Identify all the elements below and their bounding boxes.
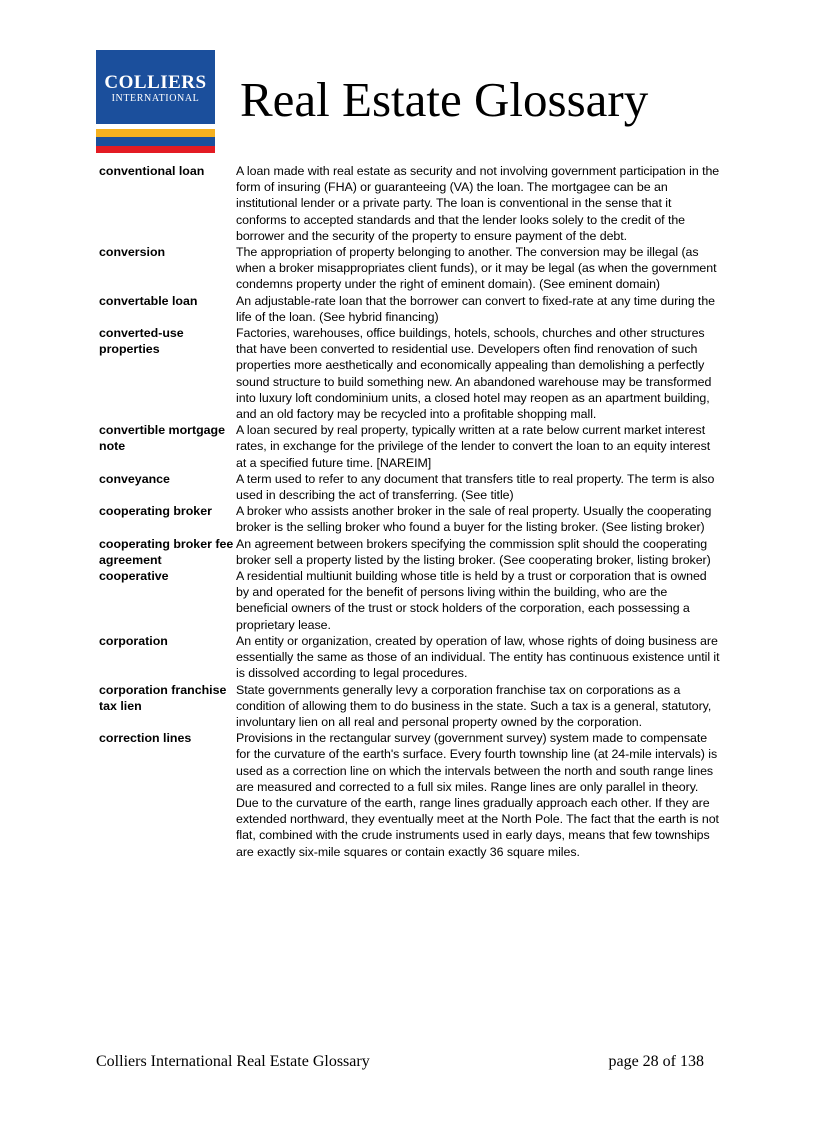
glossary-entry [99,536,721,568]
logo-stripe-blue [96,137,215,146]
footer-document-title: Colliers International Real Estate Glossary [96,1053,370,1070]
glossary-term: conventional loan [99,164,205,178]
glossary-term: cooperating broker fee agreement [99,536,234,567]
glossary-definition: A broker who assists another broker in the sale of real property. Usually the cooperating broker is the selling broker who found a buyer for the listing broker. (See listing broker) [236,504,712,535]
glossary-definition: Provisions in the rectangular survey (government survey) system made to compensate for the curvature of the earth's surface. Every fourth township line (at 24-mile intervals) is used as a correction line on which the intervals between the north and south range lines are measured and corrected to a full six miles. Range lines are only parallel in theory. Due to the curvature of the earth, range lines gradually approach each other. If they are extended northward, they eventually meet at the North Pole. The fact that the earth is not flat, combined with the crude instruments used in early days, means that few townships are exactly six-mile squares or contain exactly 36 square miles. [236,731,719,859]
glossary-term: conveyance [99,471,170,486]
glossary-term: corporation franchise tax lien [99,682,227,713]
glossary-entry [99,682,721,731]
glossary-definition: Factories, warehouses, office buildings, hotels, schools, churches and other structures that have been converted to residential use. Developers often find renovation of such properties more aesthetically and economically appealing than demolishing a perfectly sound structure to build something new. An abandoned warehouse may be transformed into luxury loft condominium units, a closed hotel may reopen as an apartment building, and an old factory may be recycled into a profitable shopping mall. [236,326,712,422]
glossary-definition: An agreement between brokers specifying the commission split should the cooperating broker sell a property listed by the listing broker. (See cooperating broker, listing broker) [236,536,711,567]
glossary-list [99,163,721,860]
glossary-term: correction lines [99,731,192,746]
glossary-definition: The appropriation of property belonging to another. The conversion may be illegal (as when a broker misappropriates client funds), or it may be legal (as when the government condemns property under the right of eminent domain). (See eminent domain) [236,245,717,292]
footer-page-number: page 28 of 138 [608,1053,704,1070]
glossary-entry [99,471,721,503]
glossary-entry [99,293,721,325]
glossary-entry [99,730,721,860]
glossary-definition: State governments generally levy a corporation franchise tax on corporations as a condition of allowing them to do business in the state. Such a tax is a general, statutory, involuntary lien on all real and personal property owned by the corporation. [236,682,712,729]
glossary-entry [99,503,721,535]
glossary-definition: An adjustable-rate loan that the borrower can convert to fixed-rate at any time during the life of the loan. (See hybrid financing) [236,293,716,324]
logo-name: COLLIERS [104,72,207,93]
glossary-term: cooperating broker [99,504,212,519]
glossary-entry [99,633,721,682]
glossary-entry [99,244,721,293]
glossary-definition: A term used to refer to any document that transfers title to real property. The term is also used in describing the act of transferring. (See title) [236,471,715,503]
glossary-term: converted-use properties [99,326,184,357]
logo-subtitle: INTERNATIONAL [111,93,200,104]
glossary-entry [99,422,721,471]
glossary-entry [99,325,721,422]
glossary-definition: A residential multiunit building whose title is held by a trust or corporation that is owned by and operated for the benefit of persons living within the building, who are the beneficial owners of the trust or stock holders of the corporation, each possessing a proprietary lease. [236,569,707,632]
glossary-term: convertible mortgage note [99,423,225,454]
logo-stripe-yellow [96,129,215,137]
glossary-entry [99,163,721,244]
glossary-definition: An entity or organization, created by operation of law, whose rights of doing business are essentially the same as those of an individual. The entity has continuous existence until it is dissolved according to legal procedures. [236,633,720,681]
glossary-term: conversion [99,245,166,260]
colliers-logo [96,50,215,153]
glossary-entry [99,568,721,633]
page-title: Real Estate Glossary [240,72,649,127]
logo-wordmark-block [96,50,215,124]
glossary-term: convertable loan [99,293,198,308]
glossary-definition: A loan made with real estate as security and not involving government participation in the form of insuring (FHA) or guaranteeing (VA) the loan. The mortgagee can be an institutional lender or a private party. The loan is conventional in the sense that it conforms to accepted standards and that the lender looks solely to the credit of the borrower and the security of the property to ensure payment of the debt. [236,164,720,243]
glossary-definition: A loan secured by real property, typically written at a rate below current market interest rates, in exchange for the privilege of the lender to convert the loan to an equity interest at a specified future time. [NAREIM] [236,423,711,470]
glossary-term: corporation [99,633,168,648]
glossary-term: cooperative [99,569,169,584]
logo-stripe-red [96,146,215,153]
